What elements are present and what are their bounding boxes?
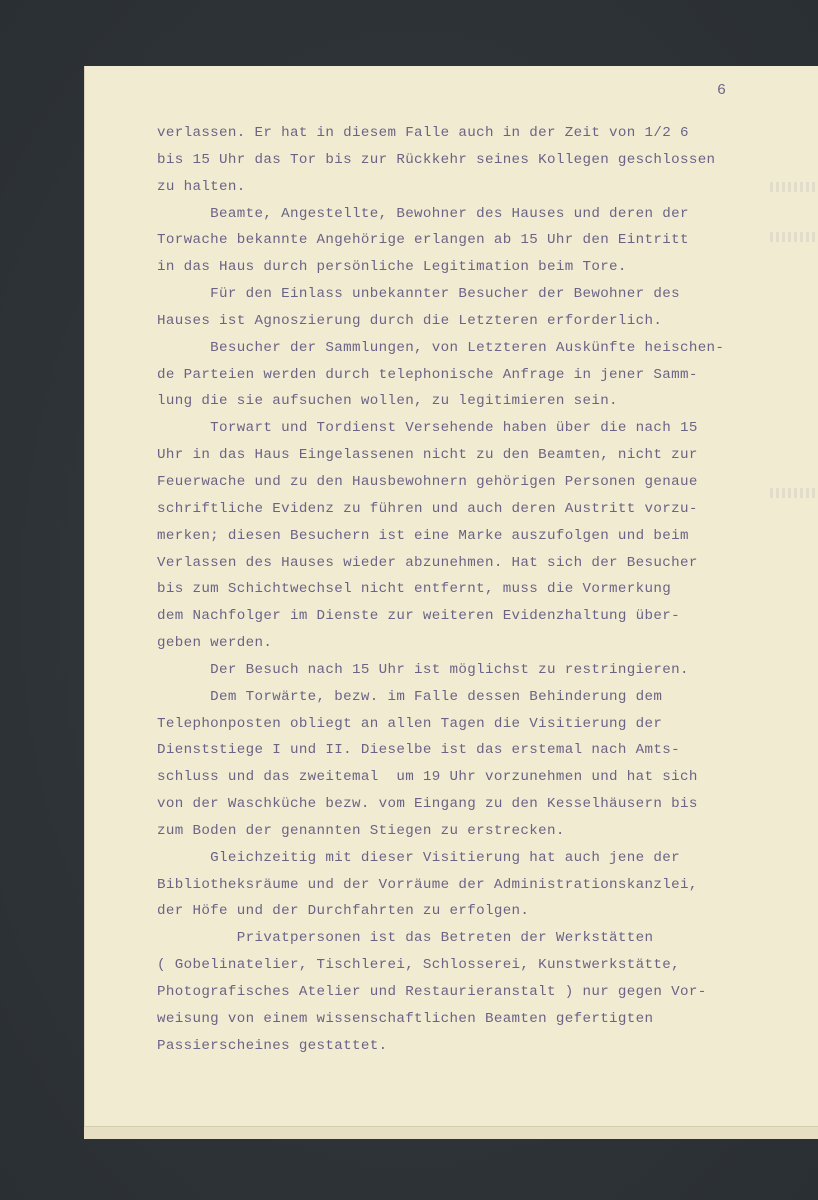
text-line: geben werden. xyxy=(157,635,273,652)
text-line: Gleichzeitig mit dieser Visitierung hat auch jene der xyxy=(157,849,680,866)
text-line: lung die sie aufsuchen wollen, zu legitimieren sein. xyxy=(157,393,618,410)
text-line: Telephonposten obliegt an allen Tagen die Visitierung der xyxy=(157,715,663,732)
text-line: von der Waschküche bezw. vom Eingang zu den Kesselhäusern bis xyxy=(157,796,698,813)
text-line: bis zum Schichtwechsel nicht entfernt, muss die Vormerkung xyxy=(157,581,672,598)
text-line: merken; diesen Besuchern ist eine Marke auszufolgen und beim xyxy=(157,527,689,544)
page-number: 6 xyxy=(717,82,727,99)
text-line: Photografisches Atelier und Restaurieranstalt ) nur gegen Vor- xyxy=(157,984,707,1000)
text-line: Torwart und Tordienst Versehende haben über die nach 15 xyxy=(157,420,698,437)
text-line: Uhr in das Haus Eingelassenen nicht zu den Beamten, nicht zur xyxy=(157,447,698,464)
text-line: zu halten. xyxy=(157,178,246,195)
text-line: Der Besuch nach 15 Uhr ist möglichst zu restringieren. xyxy=(157,661,689,678)
text-line: bis 15 Uhr das Tor bis zur Rückkehr seines Kollegen geschlossen xyxy=(157,151,716,168)
text-line: ( Gobelinatelier, Tischlerei, Schlosserei, Kunstwerkstätte, xyxy=(157,957,680,974)
text-line: Passierscheines gestattet. xyxy=(157,1037,388,1054)
text-line: der Höfe und der Durchfahrten zu erfolgen. xyxy=(157,903,530,920)
text-line: Dienststiege I und II. Dieselbe ist das erstemal nach Amts- xyxy=(157,742,680,759)
text-line: zum Boden der genannten Stiegen zu erstrecken. xyxy=(157,822,565,839)
page-bottom-edge xyxy=(84,1126,818,1139)
show-through-mark xyxy=(770,182,816,192)
text-line: schluss und das zweitemal um 19 Uhr vorzunehmen und hat sich xyxy=(157,769,698,786)
typewritten-text xyxy=(157,120,769,1060)
text-line: Verlassen des Hauses wieder abzunehmen. Hat sich der Besucher xyxy=(157,554,698,571)
text-line: Bibliotheksräume und der Vorräume der Administrationskanzlei, xyxy=(157,876,698,893)
text-line: Für den Einlass unbekannter Besucher der Bewohner des xyxy=(157,286,680,303)
text-line: schriftliche Evidenz zu führen und auch deren Austritt vorzu- xyxy=(157,500,698,517)
text-line: verlassen. Er hat in diesem Falle auch in der Zeit von 1/2 6 xyxy=(157,125,689,141)
text-line: Beamte, Angestellte, Bewohner des Hauses und deren der xyxy=(157,205,689,222)
text-line: Torwache bekannte Angehörige erlangen ab 15 Uhr den Eintritt xyxy=(157,232,689,249)
text-line: Privatpersonen ist das Betreten der Werkstätten xyxy=(157,930,654,947)
text-line: dem Nachfolger im Dienste zur weiteren Evidenzhaltung über- xyxy=(157,608,680,625)
text-line: Besucher der Sammlungen, von Letzteren Auskünfte heischen- xyxy=(157,339,725,356)
text-line: weisung von einem wissenschaftlichen Beamten gefertigten xyxy=(157,1010,654,1027)
text-line: Hauses ist Agnoszierung durch die Letzteren erforderlich. xyxy=(157,312,663,329)
text-line: Dem Torwärte, bezw. im Falle dessen Behinderung dem xyxy=(157,688,663,705)
show-through-mark xyxy=(770,232,816,242)
text-line: de Parteien werden durch telephonische Anfrage in jener Samm- xyxy=(157,366,698,383)
text-line: Feuerwache und zu den Hausbewohnern gehörigen Personen genaue xyxy=(157,473,698,490)
text-line: in das Haus durch persönliche Legitimation beim Tore. xyxy=(157,259,627,276)
show-through-mark xyxy=(770,488,816,498)
